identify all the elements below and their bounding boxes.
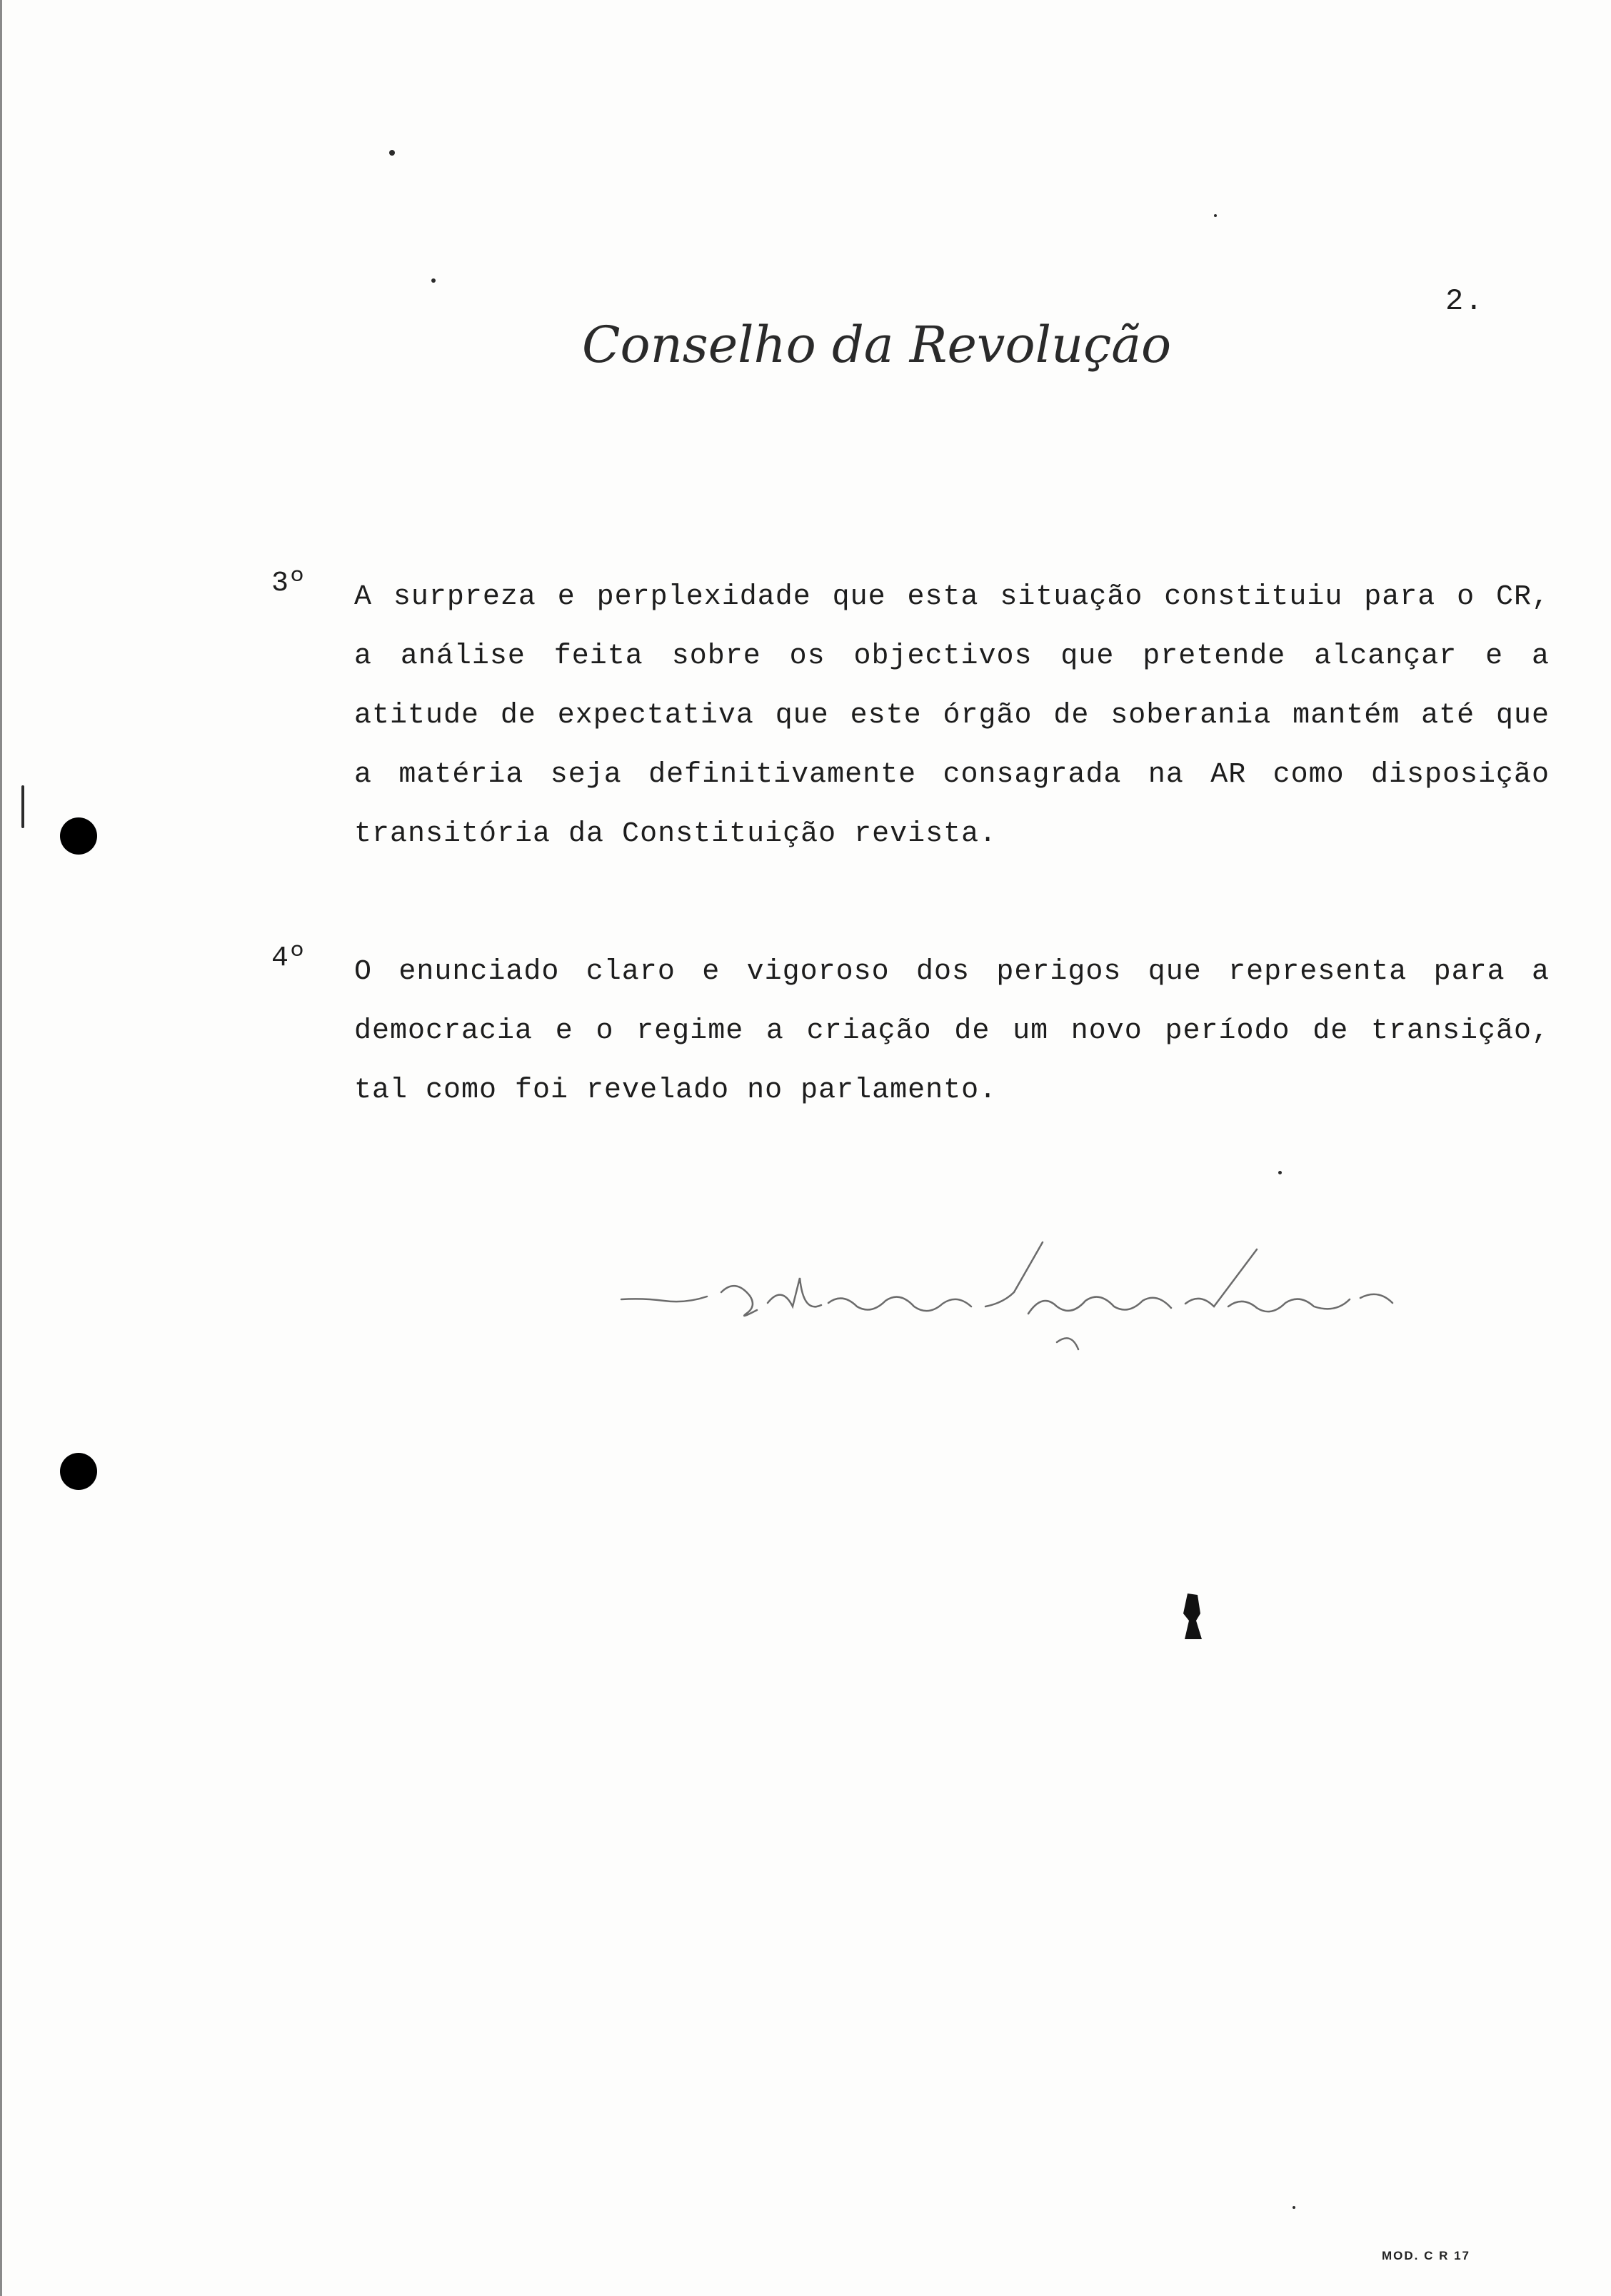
speck: [1214, 214, 1217, 217]
speck: [431, 278, 436, 283]
speck: [1278, 1171, 1282, 1174]
item-number: 4º: [271, 942, 306, 975]
form-code: MOD. C R 17: [1382, 2249, 1471, 2262]
letterhead: [582, 311, 1172, 382]
item-text: A surpreza e perplexidade que esta situação constituiu para o CR, a análise feita sobre os objectivos que pretende alcançar e a atitude de expectativa que este órgão de soberania mantém até que a matéria seja definitivamente consagrada na AR como disposição transitória da Constituição revista.: [354, 581, 1550, 850]
item-text: O enunciado claro e vigoroso dos perigos que representa para a democracia e o regime a criação de um novo período de transição, tal como foi revelado no parlamento.: [354, 956, 1550, 1107]
punch-hole: [60, 1453, 97, 1490]
speck: [389, 150, 395, 156]
speck: [1293, 2206, 1295, 2209]
speck: [21, 785, 24, 828]
item-number: 3º: [271, 568, 306, 600]
punch-hole: [60, 817, 97, 855]
letterhead-text: Conselho da Revolução: [582, 316, 1172, 374]
handwritten-signature: [614, 1235, 1457, 1378]
page-edge: [0, 0, 2, 2296]
page-number: 2.: [1445, 284, 1485, 318]
ink-blot: [1182, 1592, 1203, 1642]
